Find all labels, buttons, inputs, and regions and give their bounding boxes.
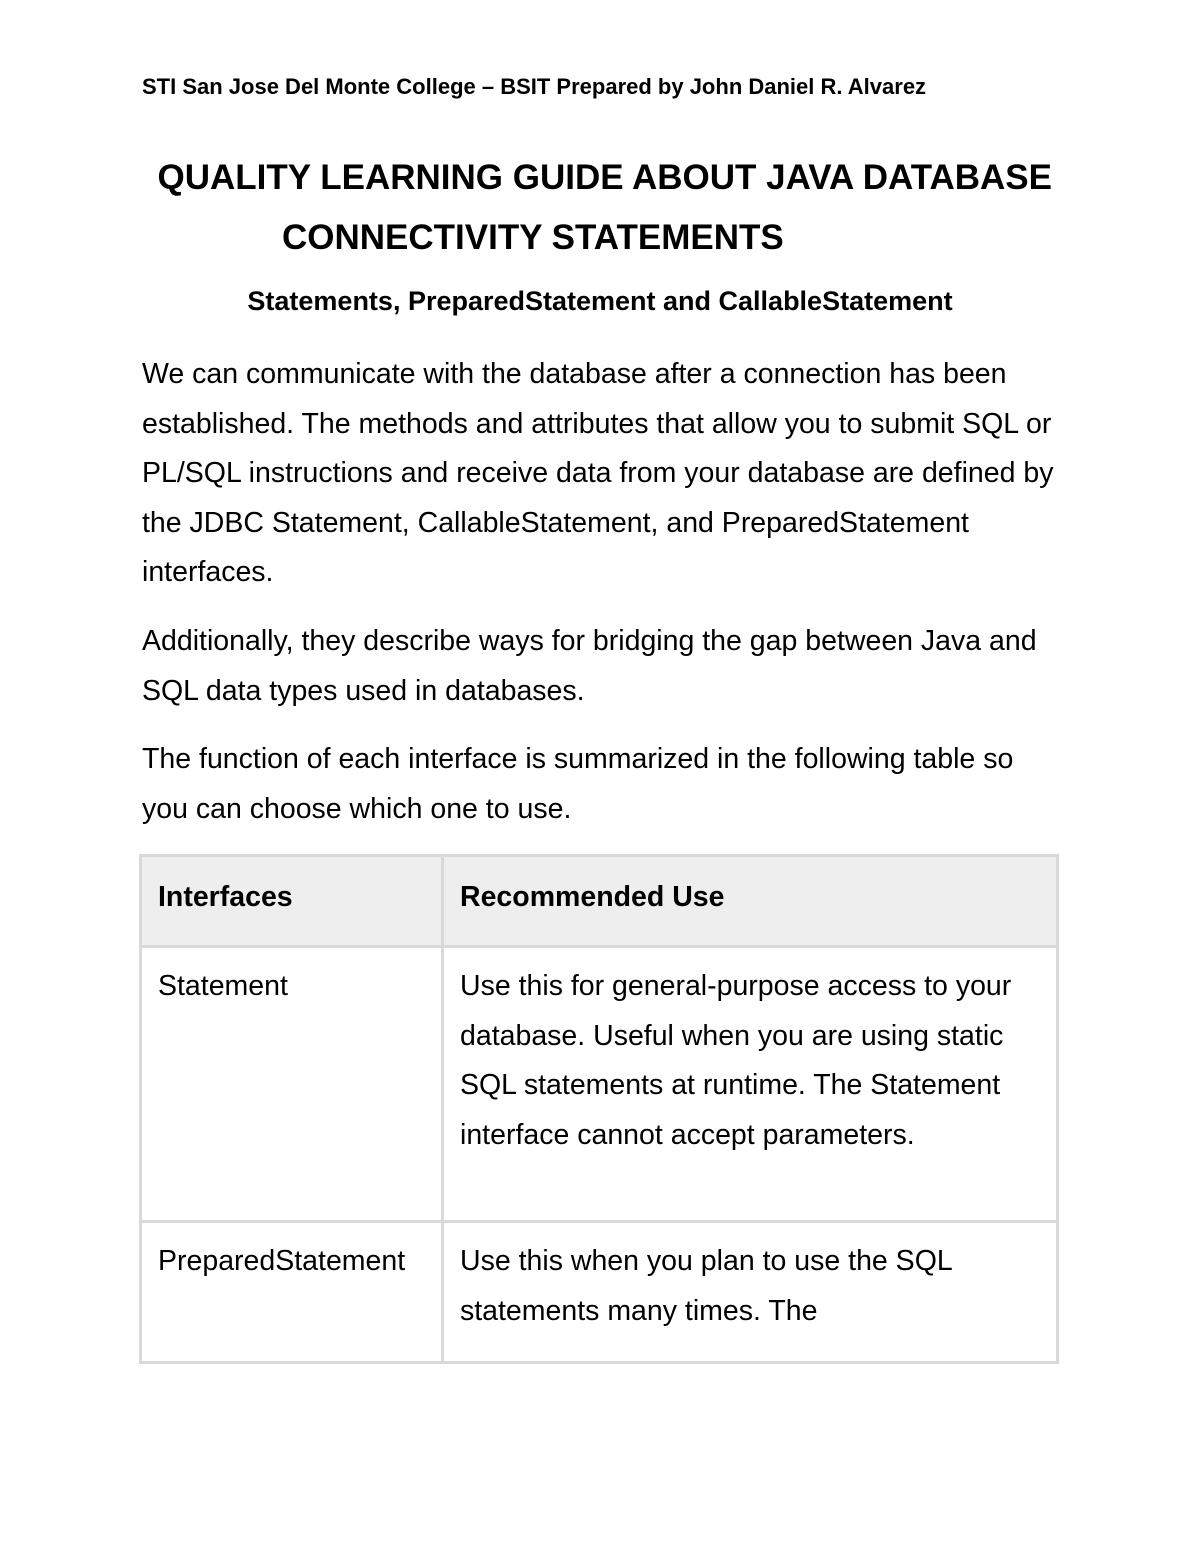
table-row <box>141 1222 1058 1363</box>
interfaces-table <box>139 854 1059 1364</box>
table-cell-interface: PreparedStatement <box>141 1222 443 1363</box>
document-title <box>142 148 1058 268</box>
bridging-paragraph: Additionally, they describe ways for bridging the gap between Java and SQL data types used in databases. <box>142 625 1037 707</box>
table-cell-use: Use this for general-purpose access to your database. Useful when you are using static SQL statements at runtime. The Statement interface cannot accept parameters. <box>443 947 1058 1222</box>
table-intro-paragraph: The function of each interface is summarized in the following table so you can choose which one to use. <box>142 743 1014 825</box>
table-row <box>141 947 1058 1222</box>
page-header: STI San Jose Del Monte College – BSIT Prepared by John Daniel R. Alvarez <box>142 74 927 99</box>
intro-paragraph: We can communicate with the database after a connection has been established. The methods and attributes that allow you to submit SQL or PL/SQL instructions and receive data from your database are defined by the JDBC Statement, CallableStatement, and PreparedStatement interfaces. <box>142 358 1054 588</box>
table-header-row <box>141 856 1058 947</box>
table-cell-interface: Statement <box>141 947 443 1222</box>
table-header-recommended-use: Recommended Use <box>443 856 1058 947</box>
document-title-line-2: CONNECTIVITY STATEMENTS <box>282 218 784 257</box>
table-cell-use: Use this when you plan to use the SQL statements many times. The <box>443 1222 1058 1363</box>
document-title-line-1: QUALITY LEARNING GUIDE ABOUT JAVA DATABASE <box>157 158 1052 197</box>
table-header-interfaces: Interfaces <box>141 856 443 947</box>
section-subtitle: Statements, PreparedStatement and CallableStatement <box>247 286 953 316</box>
